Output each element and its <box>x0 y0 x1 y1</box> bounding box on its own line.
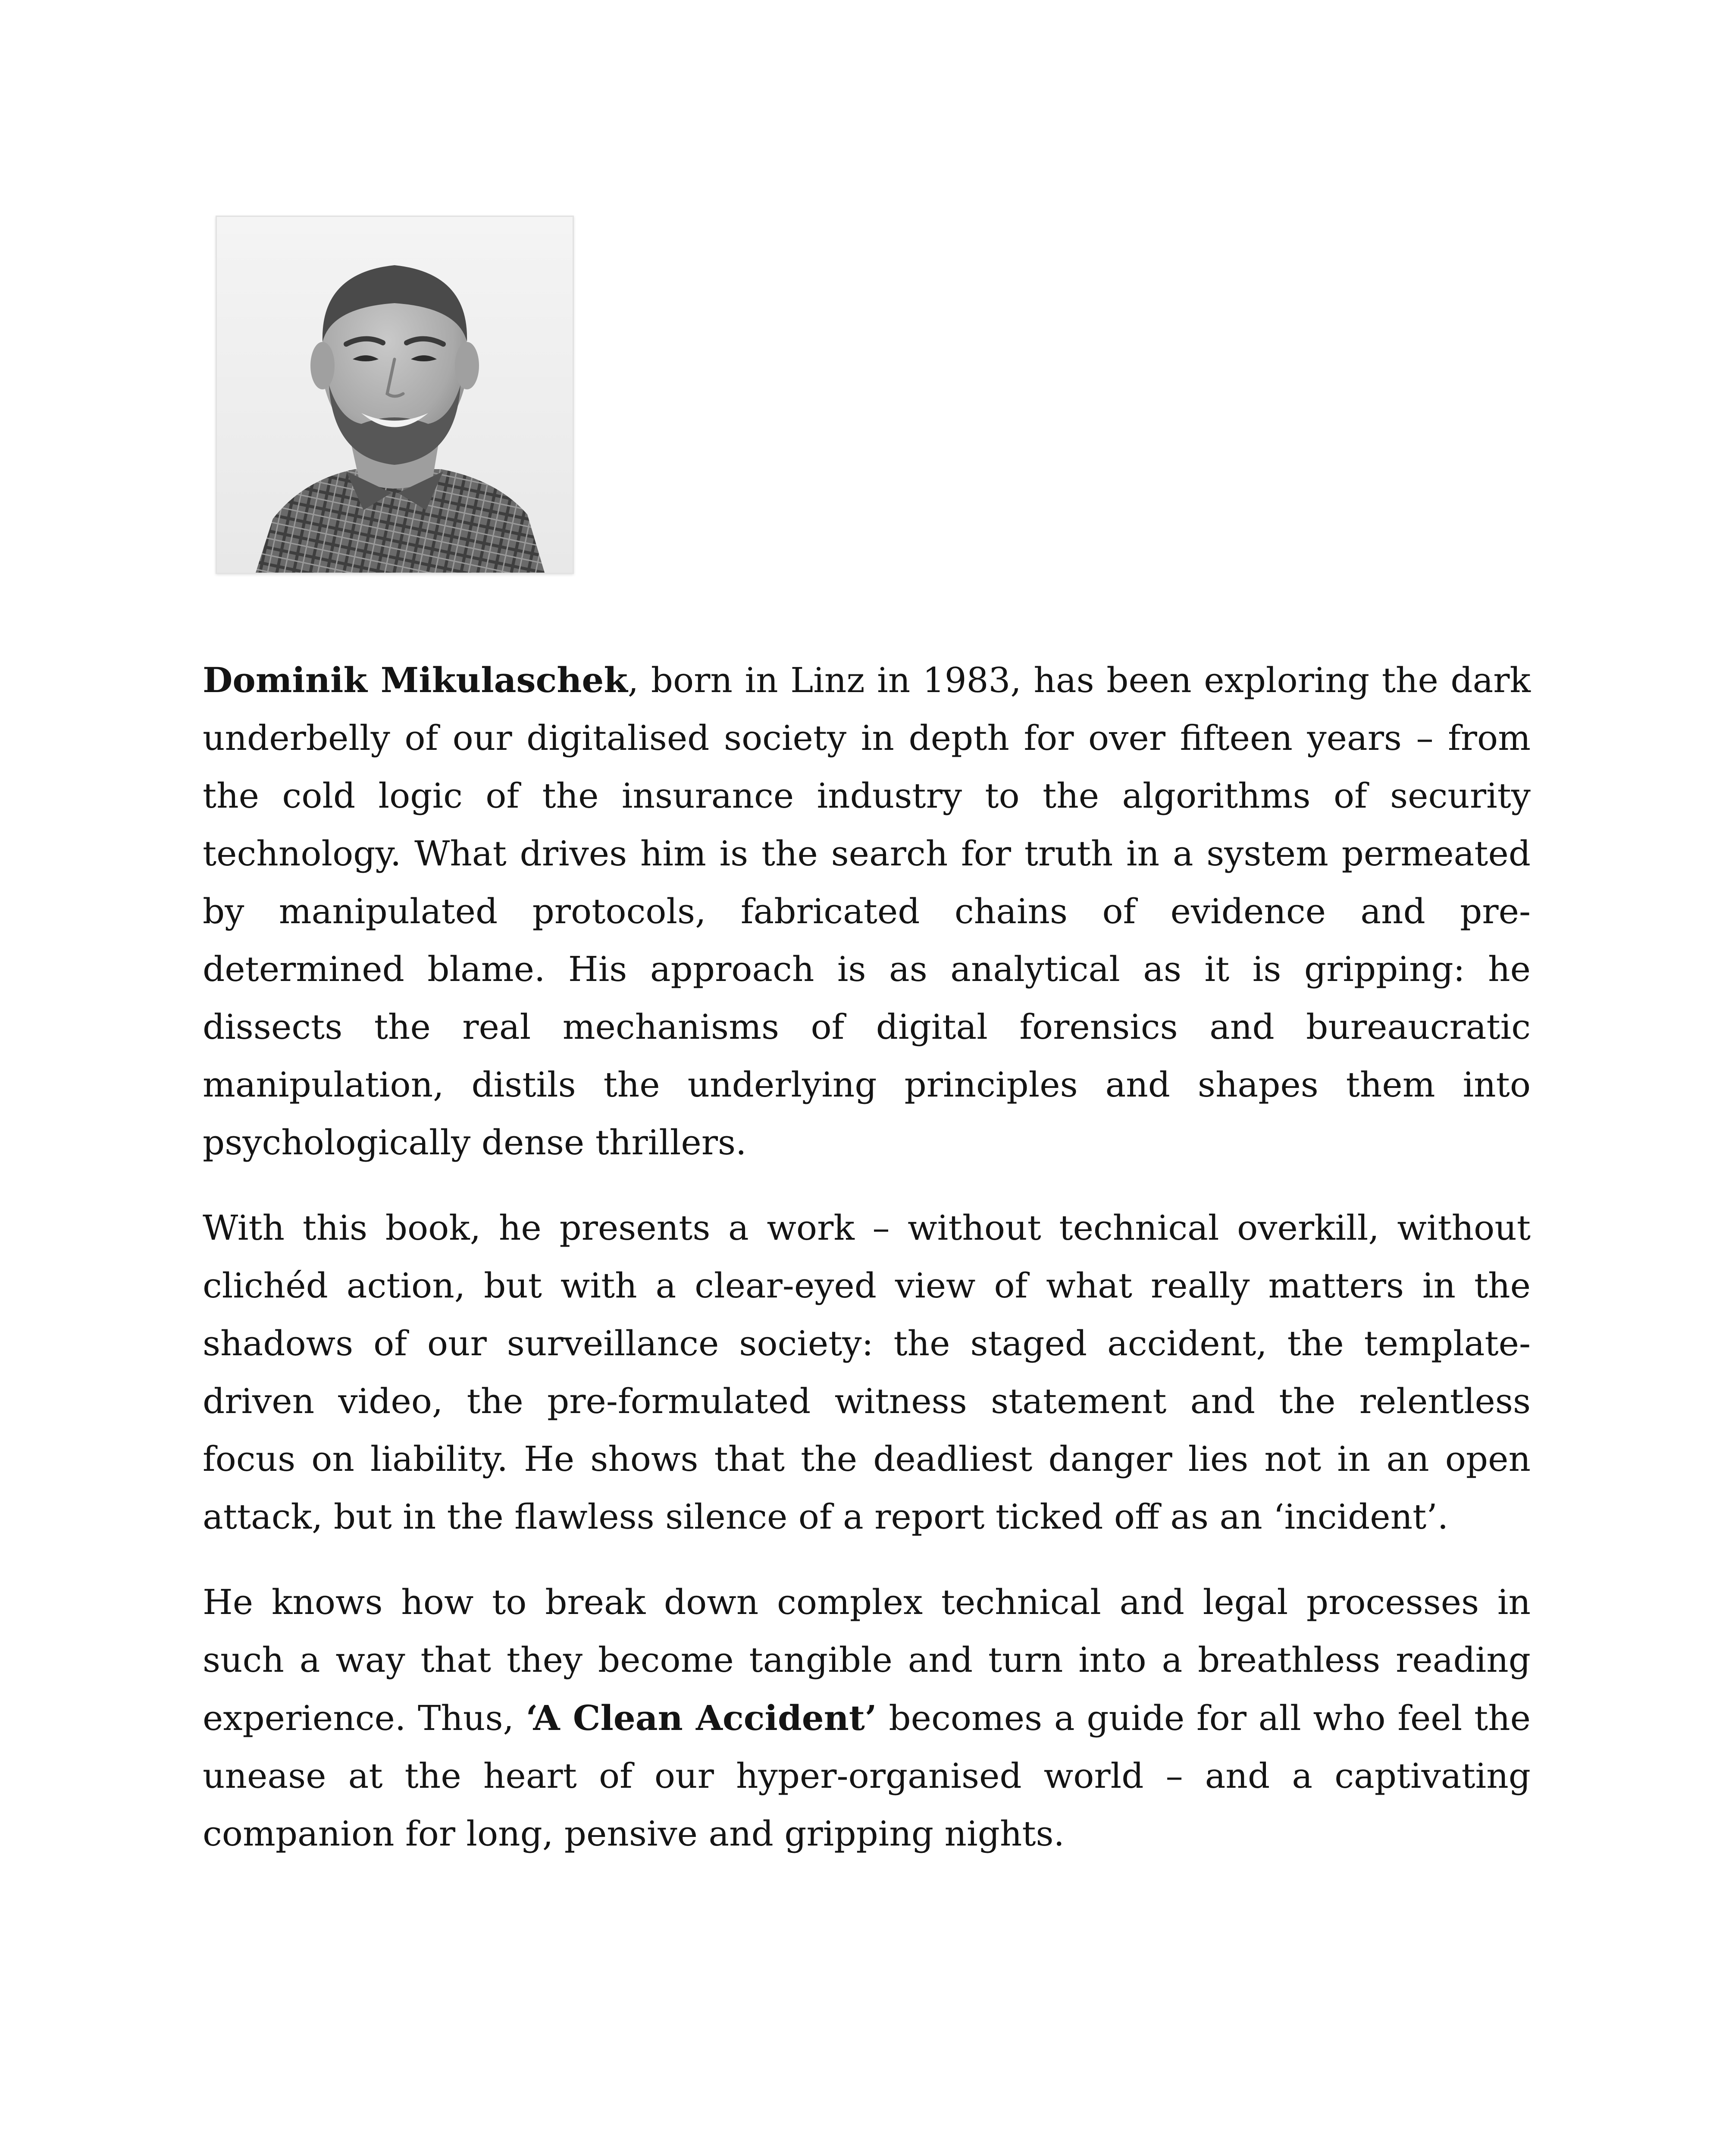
book-title: ‘A Clean Accident’ <box>526 1698 877 1738</box>
bio-paragraph-2: With this book, he presents a work – without technical overkill, without clichéd action, but with a clear-eyed view of what really matters in the shadows of our surveillance society: the staged accident, the template-driven video, the pre-formulated witness statement and the relentless focus on liability. He shows that the deadliest danger lies not in an open attack, but in the flawless silence of a report ticked off as an ‘incident’. <box>203 1208 1531 1537</box>
bio-paragraph-3 <box>203 1573 1531 1863</box>
bio-paragraph-3-start: He knows how to break down complex technical and legal processes in such a way that they become tangible and turn into a breathless reading experience. Thus, <box>203 1582 1531 1738</box>
bio-paragraph-1 <box>203 651 1531 1172</box>
bio-paragraph-1-text: , born in Linz in 1983, has been exploring the dark underbelly of our digitalised society in depth for over fifteen years – from the cold logic of the insurance industry to the algorithms of security technology. What drives him is the search for truth in a system permeated by manipulated protocols, fabricated chains of evidence and pre-determined blame. His approach is as analytical as it is gripping: he dissects the real mechanisms of digital forensics and bureaucratic manipulation, distils the underlying principles and shapes them into psychologically dense thrillers. <box>203 660 1531 1163</box>
author-name: Dominik Mikulaschek <box>203 660 628 700</box>
bio-paragraph-3-end: becomes a guide for all who feel the unease at the heart of our hyper-organised world – and a captivating companion for long, pensive and gripping nights. <box>203 1698 1531 1854</box>
author-portrait-icon <box>217 217 573 573</box>
author-biography <box>203 651 1531 1890</box>
author-photo <box>216 216 574 574</box>
